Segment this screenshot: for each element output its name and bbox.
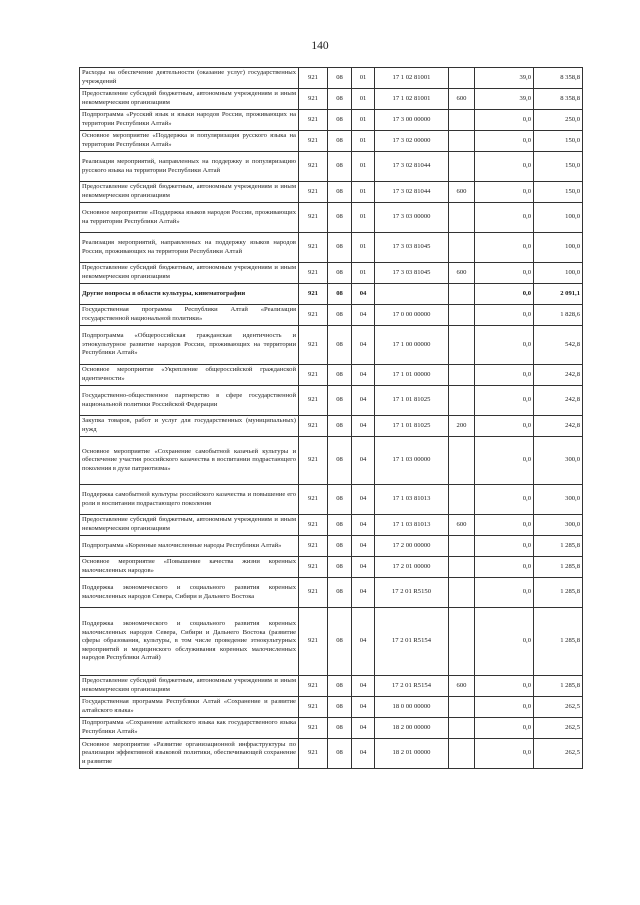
cell-subsection: 04 <box>352 608 375 676</box>
cell-target-article: 17 3 03 00000 <box>375 203 449 233</box>
cell-name: Подпрограмма «Коренные малочисленные народы Республики Алтай» <box>80 536 299 557</box>
cell-expense-type <box>449 739 475 769</box>
table-row <box>80 416 583 437</box>
cell-admin-code: 921 <box>299 515 328 536</box>
table-row <box>80 68 583 89</box>
cell-amount-1: 0,0 <box>475 110 534 131</box>
table-row <box>80 739 583 769</box>
cell-subsection: 04 <box>352 365 375 386</box>
cell-section: 08 <box>328 697 352 718</box>
cell-amount-1: 0,0 <box>475 557 534 578</box>
table-row <box>80 110 583 131</box>
cell-admin-code: 921 <box>299 557 328 578</box>
cell-subsection: 04 <box>352 536 375 557</box>
cell-admin-code: 921 <box>299 110 328 131</box>
cell-admin-code: 921 <box>299 485 328 515</box>
cell-name: Поддержка самобытной культуры российского казачества и повышение его роли в воспитании подрастающего поколения <box>80 485 299 515</box>
table-row <box>80 203 583 233</box>
table-row <box>80 305 583 326</box>
cell-admin-code: 921 <box>299 233 328 263</box>
cell-expense-type <box>449 536 475 557</box>
cell-amount-2: 1 285,8 <box>534 557 583 578</box>
cell-name: Основное мероприятие «Повышение качества жизни коренных малочисленных народов» <box>80 557 299 578</box>
cell-admin-code: 921 <box>299 326 328 365</box>
cell-admin-code: 921 <box>299 203 328 233</box>
table-row <box>80 233 583 263</box>
cell-name: Предоставление субсидий бюджетным, автономным учреждениям и иным некоммерческим организациям <box>80 263 299 284</box>
cell-admin-code: 921 <box>299 437 328 485</box>
cell-name: Государственная программа Республики Алтай «Сохранение и развитие алтайского языка» <box>80 697 299 718</box>
cell-section: 08 <box>328 365 352 386</box>
table-row <box>80 608 583 676</box>
cell-target-article: 18 0 00 00000 <box>375 697 449 718</box>
cell-section: 08 <box>328 437 352 485</box>
cell-name: Реализация мероприятий, направленных на поддержку языков народов России, проживающих на территории Республики Алтай <box>80 233 299 263</box>
cell-target-article: 17 1 03 00000 <box>375 437 449 485</box>
cell-subsection: 04 <box>352 284 375 305</box>
cell-section: 08 <box>328 416 352 437</box>
cell-section: 08 <box>328 739 352 769</box>
cell-amount-2: 150,0 <box>534 131 583 152</box>
cell-subsection: 04 <box>352 739 375 769</box>
cell-subsection: 01 <box>352 152 375 182</box>
cell-amount-2: 2 091,1 <box>534 284 583 305</box>
cell-name: Поддержка экономического и социального развития коренных малочисленных народов Севера, Сибири и Дальнего Востока <box>80 578 299 608</box>
table-row <box>80 365 583 386</box>
cell-amount-1: 0,0 <box>475 536 534 557</box>
page-number: 140 <box>311 40 329 52</box>
cell-section: 08 <box>328 182 352 203</box>
cell-amount-1: 0,0 <box>475 152 534 182</box>
cell-expense-type <box>449 365 475 386</box>
table-row <box>80 284 583 305</box>
cell-subsection: 04 <box>352 437 375 485</box>
cell-section: 08 <box>328 718 352 739</box>
table-row <box>80 263 583 284</box>
cell-name: Предоставление субсидий бюджетным, автономным учреждениям и иным некоммерческим организациям <box>80 89 299 110</box>
table-row <box>80 89 583 110</box>
cell-expense-type <box>449 326 475 365</box>
cell-target-article: 18 2 00 00000 <box>375 718 449 739</box>
cell-subsection: 01 <box>352 131 375 152</box>
cell-section: 08 <box>328 676 352 697</box>
cell-expense-type <box>449 305 475 326</box>
cell-amount-1: 0,0 <box>475 305 534 326</box>
cell-amount-1: 0,0 <box>475 284 534 305</box>
cell-amount-2: 300,0 <box>534 437 583 485</box>
table-row <box>80 152 583 182</box>
cell-target-article: 18 2 01 00000 <box>375 739 449 769</box>
cell-target-article <box>375 284 449 305</box>
cell-section: 08 <box>328 485 352 515</box>
cell-section: 08 <box>328 386 352 416</box>
cell-amount-1: 0,0 <box>475 697 534 718</box>
cell-section: 08 <box>328 131 352 152</box>
cell-target-article: 17 1 01 00000 <box>375 365 449 386</box>
cell-subsection: 04 <box>352 697 375 718</box>
cell-admin-code: 921 <box>299 739 328 769</box>
table-row <box>80 536 583 557</box>
cell-expense-type <box>449 68 475 89</box>
cell-section: 08 <box>328 233 352 263</box>
cell-amount-2: 1 285,8 <box>534 676 583 697</box>
cell-target-article: 17 1 00 00000 <box>375 326 449 365</box>
cell-amount-1: 0,0 <box>475 131 534 152</box>
cell-name: Основное мероприятие «Поддержка и популяризация русского языка на территории Республики Алтай» <box>80 131 299 152</box>
cell-section: 08 <box>328 578 352 608</box>
cell-target-article: 17 1 01 81025 <box>375 386 449 416</box>
cell-amount-1: 0,0 <box>475 263 534 284</box>
cell-admin-code: 921 <box>299 263 328 284</box>
cell-expense-type: 600 <box>449 515 475 536</box>
cell-expense-type <box>449 485 475 515</box>
cell-admin-code: 921 <box>299 131 328 152</box>
cell-admin-code: 921 <box>299 697 328 718</box>
cell-amount-2: 242,8 <box>534 365 583 386</box>
cell-subsection: 04 <box>352 416 375 437</box>
cell-subsection: 01 <box>352 263 375 284</box>
cell-amount-1: 0,0 <box>475 326 534 365</box>
cell-expense-type <box>449 131 475 152</box>
cell-subsection: 01 <box>352 203 375 233</box>
cell-amount-1: 0,0 <box>475 233 534 263</box>
cell-amount-1: 0,0 <box>475 515 534 536</box>
cell-amount-2: 1 285,8 <box>534 536 583 557</box>
cell-admin-code: 921 <box>299 608 328 676</box>
cell-admin-code: 921 <box>299 578 328 608</box>
cell-target-article: 17 2 01 R5150 <box>375 578 449 608</box>
table-row <box>80 131 583 152</box>
cell-target-article: 17 1 02 81001 <box>375 89 449 110</box>
cell-amount-2: 8 358,8 <box>534 68 583 89</box>
cell-expense-type <box>449 578 475 608</box>
cell-amount-2: 300,0 <box>534 485 583 515</box>
cell-target-article: 17 2 01 R5154 <box>375 608 449 676</box>
cell-section: 08 <box>328 203 352 233</box>
cell-section: 08 <box>328 89 352 110</box>
cell-section: 08 <box>328 68 352 89</box>
table-row <box>80 326 583 365</box>
cell-subsection: 04 <box>352 557 375 578</box>
cell-amount-2: 242,8 <box>534 386 583 416</box>
cell-amount-2: 150,0 <box>534 152 583 182</box>
cell-name: Закупка товаров, работ и услуг для государственных (муниципальных) нужд <box>80 416 299 437</box>
cell-subsection: 01 <box>352 110 375 131</box>
cell-name: Расходы на обеспечение деятельности (оказание услуг) государственных учреждений <box>80 68 299 89</box>
cell-amount-1: 0,0 <box>475 203 534 233</box>
cell-subsection: 04 <box>352 326 375 365</box>
cell-target-article: 17 3 02 81044 <box>375 152 449 182</box>
cell-expense-type: 600 <box>449 89 475 110</box>
cell-target-article: 17 0 00 00000 <box>375 305 449 326</box>
cell-subsection: 04 <box>352 515 375 536</box>
cell-subsection: 01 <box>352 233 375 263</box>
cell-target-article: 17 2 00 00000 <box>375 536 449 557</box>
cell-amount-2: 300,0 <box>534 515 583 536</box>
cell-name: Реализация мероприятий, направленных на поддержку и популяризацию русского языка на территории Республики Алтай <box>80 152 299 182</box>
cell-amount-1: 39,0 <box>475 68 534 89</box>
cell-name: Предоставление субсидий бюджетным, автономным учреждениям и иным некоммерческим организациям <box>80 676 299 697</box>
cell-expense-type <box>449 386 475 416</box>
cell-name: Государственная программа Республики Алтай «Реализация государственной национальной политики» <box>80 305 299 326</box>
table-row <box>80 718 583 739</box>
cell-amount-1: 0,0 <box>475 386 534 416</box>
table-row <box>80 578 583 608</box>
cell-name: Предоставление субсидий бюджетным, автономным учреждениям и иным некоммерческим организациям <box>80 182 299 203</box>
cell-target-article: 17 1 03 81013 <box>375 515 449 536</box>
cell-admin-code: 921 <box>299 365 328 386</box>
cell-amount-1: 0,0 <box>475 416 534 437</box>
cell-section: 08 <box>328 284 352 305</box>
cell-expense-type <box>449 608 475 676</box>
cell-amount-2: 1 828,6 <box>534 305 583 326</box>
table-row <box>80 697 583 718</box>
cell-subsection: 04 <box>352 485 375 515</box>
cell-expense-type <box>449 697 475 718</box>
cell-target-article: 17 1 03 81013 <box>375 485 449 515</box>
cell-admin-code: 921 <box>299 676 328 697</box>
cell-amount-2: 100,0 <box>534 203 583 233</box>
cell-expense-type <box>449 233 475 263</box>
cell-admin-code: 921 <box>299 284 328 305</box>
cell-admin-code: 921 <box>299 68 328 89</box>
cell-subsection: 04 <box>352 386 375 416</box>
cell-amount-2: 100,0 <box>534 263 583 284</box>
cell-section: 08 <box>328 608 352 676</box>
cell-target-article: 17 2 01 R5154 <box>375 676 449 697</box>
cell-section: 08 <box>328 557 352 578</box>
cell-subsection: 01 <box>352 182 375 203</box>
cell-amount-2: 262,5 <box>534 739 583 769</box>
cell-amount-2: 100,0 <box>534 233 583 263</box>
cell-admin-code: 921 <box>299 416 328 437</box>
cell-amount-2: 250,0 <box>534 110 583 131</box>
cell-amount-2: 1 285,8 <box>534 608 583 676</box>
cell-amount-1: 39,0 <box>475 89 534 110</box>
cell-expense-type: 200 <box>449 416 475 437</box>
cell-subsection: 04 <box>352 305 375 326</box>
cell-expense-type: 600 <box>449 263 475 284</box>
table-row <box>80 386 583 416</box>
cell-amount-1: 0,0 <box>475 608 534 676</box>
cell-amount-1: 0,0 <box>475 718 534 739</box>
table-row <box>80 437 583 485</box>
cell-amount-1: 0,0 <box>475 676 534 697</box>
table-body <box>80 68 583 769</box>
cell-name: Поддержка экономического и социального развития коренных малочисленных народов Севера, Сибири и Дальнего Востока (развитие сферы образования, культуры, в том числе проведение этнокультурных мероприятий и медицинского обслуживания коренных малочисленных народов Республики Алтай) <box>80 608 299 676</box>
cell-name: Предоставление субсидий бюджетным, автономным учреждениям и иным некоммерческим организациям <box>80 515 299 536</box>
cell-target-article: 17 3 03 81045 <box>375 263 449 284</box>
cell-expense-type <box>449 110 475 131</box>
cell-admin-code: 921 <box>299 182 328 203</box>
cell-name: Основное мероприятие «Поддержка языков народов России, проживающих на территории Республики Алтай» <box>80 203 299 233</box>
cell-subsection: 04 <box>352 718 375 739</box>
budget-table <box>79 67 583 769</box>
table-row <box>80 515 583 536</box>
cell-amount-2: 8 358,8 <box>534 89 583 110</box>
cell-amount-1: 0,0 <box>475 437 534 485</box>
table-row <box>80 676 583 697</box>
cell-admin-code: 921 <box>299 305 328 326</box>
cell-admin-code: 921 <box>299 89 328 110</box>
cell-expense-type: 600 <box>449 182 475 203</box>
cell-name: Подпрограмма «Сохранение алтайского языка как государственного языка Республики Алтай» <box>80 718 299 739</box>
cell-expense-type <box>449 284 475 305</box>
cell-amount-1: 0,0 <box>475 365 534 386</box>
cell-subsection: 01 <box>352 89 375 110</box>
cell-amount-2: 150,0 <box>534 182 583 203</box>
cell-section: 08 <box>328 515 352 536</box>
cell-amount-1: 0,0 <box>475 739 534 769</box>
table-row <box>80 557 583 578</box>
cell-expense-type <box>449 437 475 485</box>
cell-name: Основное мероприятие «Сохранение самобытной казачьей культуры и обеспечение участия российского казачества в воспитании подрастающего поколения в духе патриотизма» <box>80 437 299 485</box>
cell-target-article: 17 3 00 00000 <box>375 110 449 131</box>
cell-subsection: 01 <box>352 68 375 89</box>
cell-section: 08 <box>328 263 352 284</box>
table-row <box>80 182 583 203</box>
cell-target-article: 17 1 01 81025 <box>375 416 449 437</box>
cell-amount-1: 0,0 <box>475 182 534 203</box>
cell-section: 08 <box>328 152 352 182</box>
cell-name: Подпрограмма «Общероссийская гражданская идентичность и этнокультурное развитие народов России, проживающих на территории Республики Алтай» <box>80 326 299 365</box>
cell-amount-1: 0,0 <box>475 485 534 515</box>
cell-amount-2: 1 285,8 <box>534 578 583 608</box>
cell-target-article: 17 3 03 81045 <box>375 233 449 263</box>
cell-subsection: 04 <box>352 676 375 697</box>
cell-name: Другие вопросы в области культуры, кинематографии <box>80 284 299 305</box>
cell-expense-type <box>449 718 475 739</box>
cell-admin-code: 921 <box>299 152 328 182</box>
cell-section: 08 <box>328 326 352 365</box>
cell-section: 08 <box>328 110 352 131</box>
cell-target-article: 17 3 02 81044 <box>375 182 449 203</box>
cell-amount-2: 542,8 <box>534 326 583 365</box>
cell-name: Государственно-общественное партнерство в сфере государственной национальной политики Российской Федерации <box>80 386 299 416</box>
cell-admin-code: 921 <box>299 718 328 739</box>
cell-target-article: 17 2 01 00000 <box>375 557 449 578</box>
cell-expense-type <box>449 152 475 182</box>
cell-name: Основное мероприятие «Укрепление общероссийской гражданской идентичности» <box>80 365 299 386</box>
cell-expense-type: 600 <box>449 676 475 697</box>
cell-expense-type <box>449 557 475 578</box>
cell-section: 08 <box>328 305 352 326</box>
cell-expense-type <box>449 203 475 233</box>
cell-name: Основное мероприятие «Развитие организационной инфраструктуры по реализации эффективной языковой политики, обеспечивающей сохранение и развитие <box>80 739 299 769</box>
cell-admin-code: 921 <box>299 536 328 557</box>
cell-target-article: 17 3 02 00000 <box>375 131 449 152</box>
cell-section: 08 <box>328 536 352 557</box>
cell-admin-code: 921 <box>299 386 328 416</box>
cell-amount-2: 262,5 <box>534 718 583 739</box>
cell-amount-2: 242,8 <box>534 416 583 437</box>
cell-subsection: 04 <box>352 578 375 608</box>
cell-amount-1: 0,0 <box>475 578 534 608</box>
cell-target-article: 17 1 02 81001 <box>375 68 449 89</box>
cell-name: Подпрограмма «Русский язык и языки народов России, проживающих на территории Республики Алтай» <box>80 110 299 131</box>
cell-amount-2: 262,5 <box>534 697 583 718</box>
table-row <box>80 485 583 515</box>
